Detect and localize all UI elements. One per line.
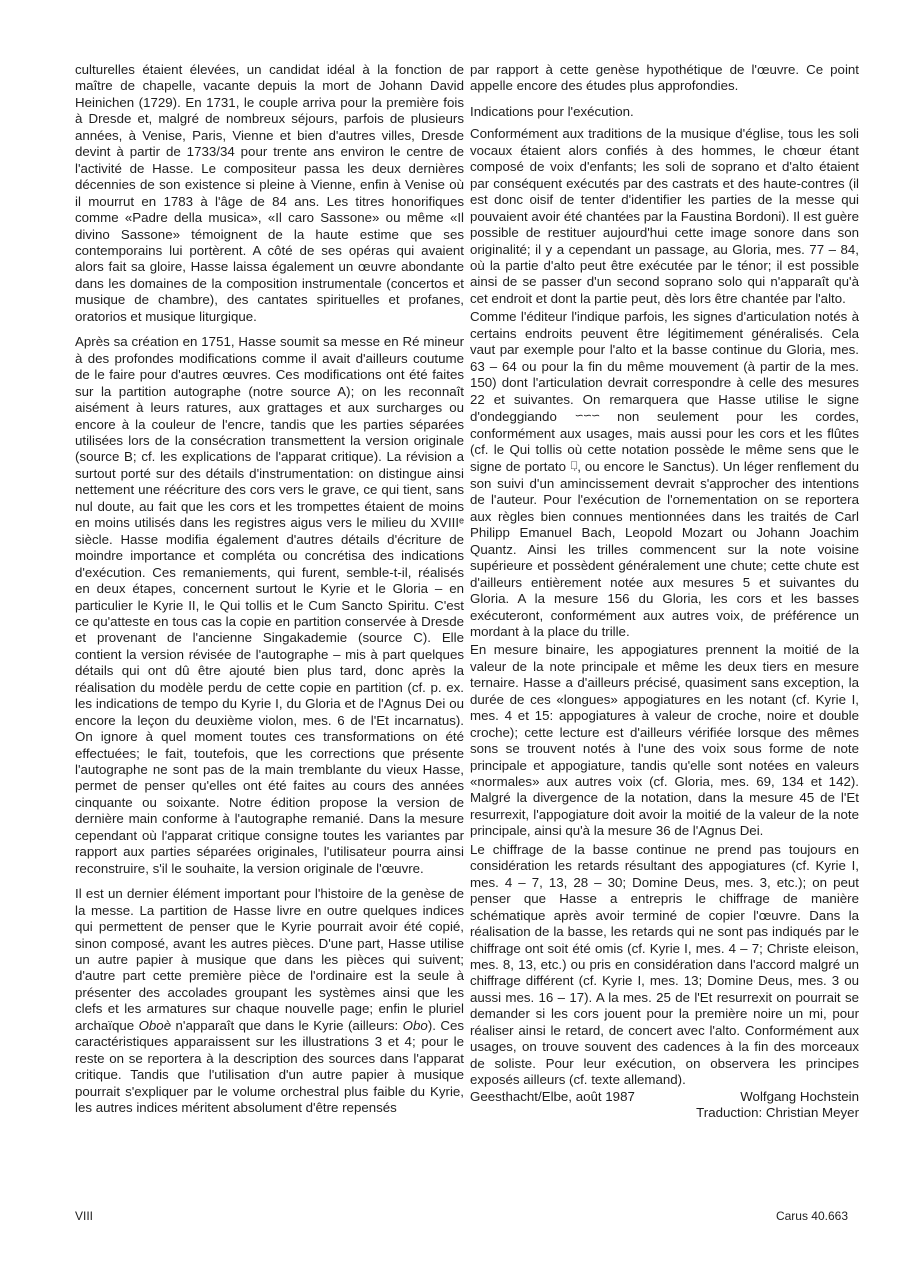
section-heading: Indications pour l'exécution. xyxy=(470,103,634,119)
translation-credit: Traduction: Christian Meyer xyxy=(696,1105,859,1121)
obo-italic-term: Obo xyxy=(402,1017,428,1033)
portato-sign-icon: ⌒̣̣̣ xyxy=(569,460,578,473)
catalog-number: Carus 40.663 xyxy=(775,1209,848,1223)
ondeggiando-sign-icon: ∽∽∽ xyxy=(574,410,600,423)
author-name: Wolfgang Hochstein xyxy=(740,1088,859,1104)
left-paragraph-1: culturelles étaient élevées, un candidat idéal à la fonction de maître de chapelle, vacante depuis la mort de Johann David Heinichen (1729). En 1731, le couple arriva pour la première fois à Dresde et, malgré de nombreux séjours, parfois de plusieurs années, à Venise, Paris, Vienne et bien d'autres villes, Dresde devint à partir de 1733/34 pour trente ans environ le centre de l'activité de Hasse. Le compositeur passa les deux dernières décennies de son existence si pleine à Vienne, enfin à Venise où il mourrut en 1783 à l'âge de 84 ans. Les titres honorifiques comme «Padre della musica», «Il caro Sassone» ou même «Il divino Sassone» témoignent de la haute estime que ses contemporains lui portèrent. A côté de ses opéras qui avaient alors fait sa gloire, Hasse laissa également un œuvre abondante dans les domaines de la composition instrumentale (concertos et musique de chambre), des cantates spirituelles et profanes, oratorios et musique liturgique. xyxy=(75,62,464,324)
signature-line xyxy=(470,1089,859,1105)
right-paragraph-3-part-b: non seulement pour les cordes, conformément aux usages, mais aussi pour les cors et les flûtes (cf. le Qui tollis où cette notation possède le même sens que le signe de portato xyxy=(470,409,859,475)
right-paragraph-5: Le chiffrage de la basse continue ne prend pas toujours en considération les retards résultant des appogiatures (cf. Kyrie I, mes. 4 – 7, 13, 28 – 30; Domine Deus, mes. 3, etc.); on peut penser que Hasse a entrepris le chiffrage de manière schématique après avoir terminé de copier l'œuvre. Dans la réalisation de la basse, les retards qui ne sont pas indiqués par le chiffrage ont soit été omis (cf. Kyrie I, mes. 4 – 7; Christe eleison, mes. 8, 13, etc.) ou pris en considération dans l'accord malgré un chiffrage différent (cf. Kyrie I, mes. 13; Domine Deus, mes. 3 ou aussi mes. 16 – 17). A la mes. 25 de l'Et resurrexit on pourrait se demander si les cors jouent pour la première noire un mi, pour réaliser ainsi le retard, de concert avec l'alto. Conformément aux usages, on trouve souvent des cadences à la fin des morceaux de soliste. Pour leur exécution, on observera les principes exposés ailleurs (cf. texte allemand). xyxy=(470,841,859,1088)
right-paragraph-2: Conformément aux traditions de la musique d'église, tous les soli vocaux étaient alors confiés à des hommes, le chœur étant composé de voix d'enfants; les soli de soprano et d'alto étaient par conséquent exécutés par des castrats et des haute-contres (il est donc oisif de tenter d'identifier les parties de la messe qui pouvaient avoir été chantées par la Faustina Bordoni). Il est guère possible de restituer aujourd'hui cette image sonore dans son originalité; il y a cependant un passage, au Gloria, mes. 77 – 84, où la partie d'alto peut être exécutée par le ténor; il est possible ainsi de se passer d'un second soprano solo qui n'apparaît qu'à cet endroit et dont la partie peut, dès lors être chantée par l'alto. xyxy=(470,126,859,306)
right-paragraph-3-part-c: , ou encore le Sanctus). Un léger renflement du son suivi d'un amincissement devrait s'approcher des intentions de l'auteur. Pour l'exécution de l'ornementation on se reportera aux règles bien connues mentionnées dans les traités de Carl Philipp Emanuel Bach, Leopold Mozart ou Johann Joachim Quantz. Ainsi les trilles commencent sur la note voisine supérieure et possèdent généralement une chute; cette chute est d'ailleurs entièrement notée aux mesures 5 et suivantes du Gloria. A la mesure 156 du Gloria, les cors et les basses exécuteront, conformément aux autres voix, de préférence un mordant à la place du trille. xyxy=(470,459,860,639)
left-text-column xyxy=(75,62,464,1117)
right-paragraph-3 xyxy=(470,309,859,640)
left-paragraph-3 xyxy=(75,886,464,1116)
oboe-italic-term: Oboè xyxy=(138,1017,172,1033)
right-paragraph-4: En mesure binaire, les appogiatures prennent la moitié de la valeur de la note principale et même les deux tiers en mesure ternaire. Hasse a d'ailleurs précisé, quasiment sans exception, la durée de ces «longues» appogiatures en les notant (cf. Kyrie I, mes. 4 et 15: appogiatures à valeur de croche, noire et double croche); cette lecture est d'ailleurs vérifiée lorsque des mêmes sons se trouvent notés à l'une des voix sous forme de note principale et appogiature, tandis qu'elle sont notées en valeurs «normales» aux autres voix (cf. Gloria, mes. 69, 134 et 142). Malgré la divergence de la notation, dans la mesure 45 de l'Et resurrexit, l'appogiature doit avoir la moitié de la valeur de la note principale, ainsi qu'à la mesure 36 de l'Agnus Dei. xyxy=(470,642,859,839)
left-paragraph-3-part-b: n'apparaît que dans le Kyrie (ailleurs: xyxy=(171,1017,403,1033)
left-paragraph-3-part-a: Il est un dernier élément important pour l'histoire de la genèse de la messe. La partition de Hasse livre en outre quelques indices qui permettent de penser que le Kyrie pourrait avoir été copié, sinon composé, avant les autres pièces. D'une part, Hasse utilise un autre papier à musique que dans les pièces qui suivent; d'autre part cette première pièce de l'ordinaire est la seule à présenter des accolades groupant les systèmes ainsi que les clefs et les armatures sur chaque nouvelle page; enfin le pluriel archaïque xyxy=(75,886,464,1033)
right-text-column xyxy=(470,62,859,1122)
right-paragraph-3-part-a: Comme l'éditeur l'indique parfois, les signes d'articulation notés à certains endroits peuvent être légitimement généralisés. Cela vaut par exemple pour l'alto et la basse continue du Gloria, mes. 63 – 64 ou pour la fin du même mouvement (à partir de la mes. 150) dont l'articulation devrait correspondre à celle des mesures 22 et suivantes. On remarquera que Hasse utilise le signe d'ondeggiando xyxy=(470,309,859,425)
left-paragraph-2: Après sa création en 1751, Hasse soumit sa messe en Ré mineur à des profondes modifications comme il avait d'ailleurs coutume de le faire pour d'autres œuvres. Ces modifications ont été faites sur la partition autographe (notre source A); on les reconnaît aisément à leurs ratures, aux grattages et aux surcharges ou encore à la couleur de l'encre, tandis que les parties séparées utilisées lors de la consécration transmettent la version originale (source B; cf. les explications de l'apparat critique). La révision a surtout porté sur des détails d'instrumentation: on distingue ainsi nettement une réécriture des cors vers le grave, ce qui tient, sans nul doute, au fait que les cors et les trompettes étaient de moins en moins utilisés dans les registres aigus vers le milieu du XVIIIᵉ siècle. Hasse modifia également d'autres détails d'écriture de moindre importance et compléta ou concrétisa des indications d'exécution. Ces remaniements, qui furent, semble-t-il, réalisés en deux étapes, concernent surtout le Kyrie et le Gloria – en particulier le Kyrie II, le Qui tollis et le Cum Sancto Spiritu. C'est ce qu'atteste en tous cas la copie en partition conservée à Dresde et provenant de l'ancienne Singakademie (source C). Elle contient la version révisée de l'autographe – mis à part quelques détails qui ont dû être ajouté bien plus tard, donc après la réalisation du modèle perdu de cette copie en partition (cf. p. ex. les indications de tempo du Kyrie I, du Gloria et de l'Agnus Dei ou encore la leçon du deuxième violon, mes. 6 de l'Et incarnatus). On ignore à quel moment toutes ces transformations on été effectuées; le fait, toutefois, que les corrections que présente l'autographe ne sont pas de la main tremblante du vieux Hasse, permet de penser qu'elles ont été faites au cours des années cinquante ou soixante. Notre édition propose la version de dernière main conforme à l'autographe remanié. Dans la mesure cependant où l'apparat critique consigne toutes les variantes par rapport aux parties séparées originales, l'utilisateur pourra ainsi reconstruire, s'il le souhaite, la version originale de l'œuvre. xyxy=(75,334,464,876)
right-paragraph-1: par rapport à cette genèse hypothétique de l'œuvre. Ce point appelle encore des études plus approfondies. xyxy=(470,62,859,94)
page-number: VIII xyxy=(75,1209,94,1223)
place-date: Geesthacht/Elbe, août 1987 xyxy=(470,1088,635,1104)
left-paragraph-3-part-c: ). Ces caractéristiques apparaissent sur les illustrations 3 et 4; pour le reste on se reportera à la description des sources dans l'apparat critique. Tandis que l'utilisation d'un autre papier à musique pourrait s'expliquer par le volume orchestral plus faible du Kyrie, les autres indices méritent absolument d'être repensés xyxy=(75,1017,464,1116)
